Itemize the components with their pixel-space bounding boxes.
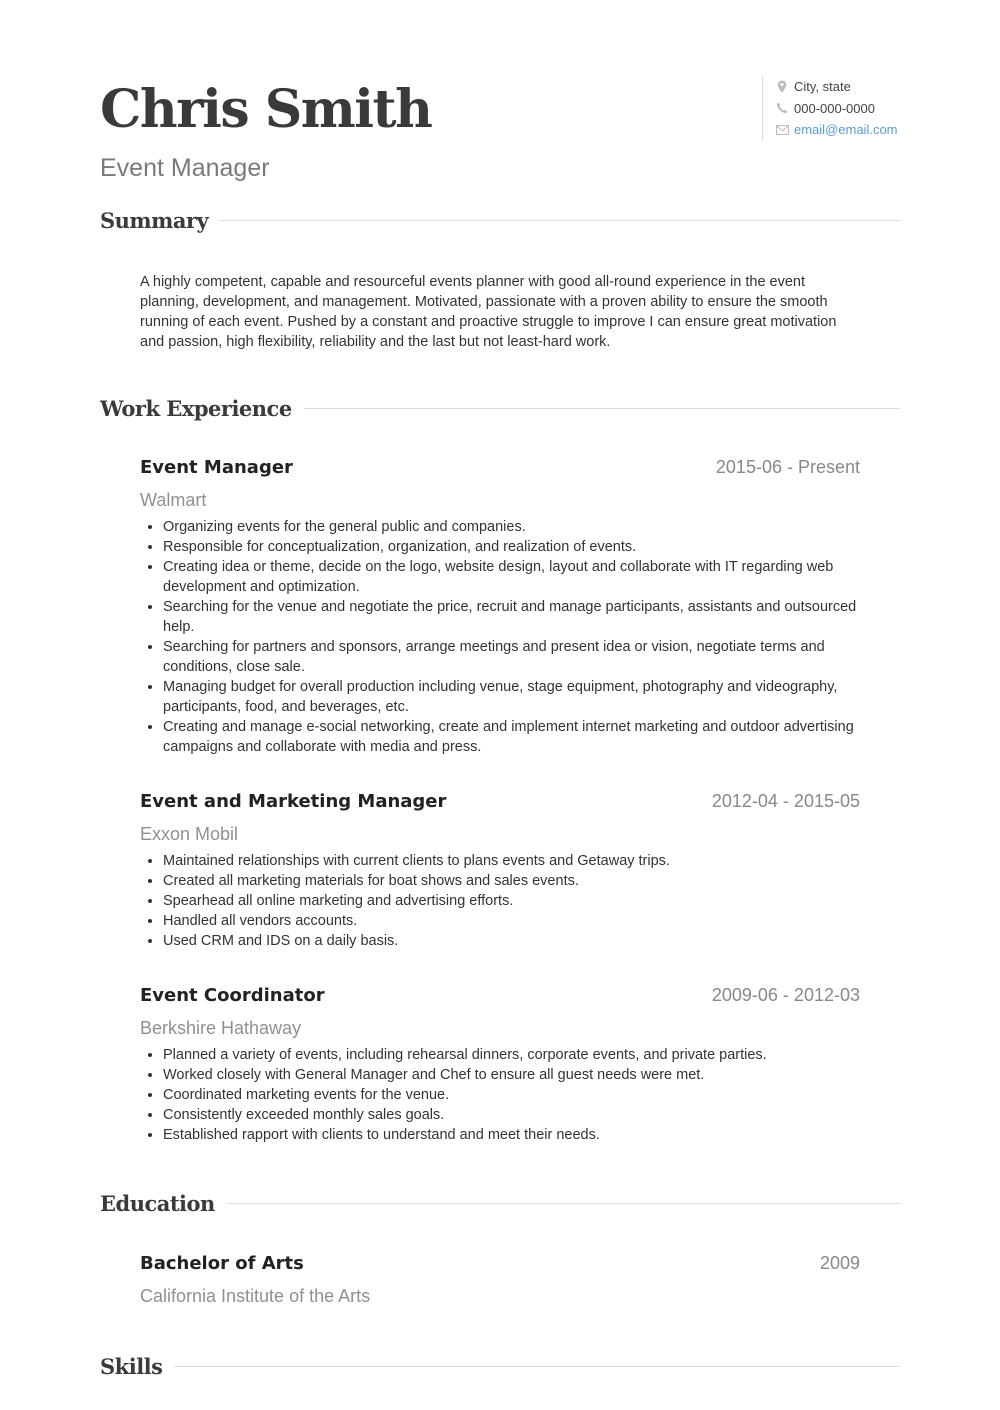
section-divider (174, 1366, 900, 1367)
education-entry (140, 1253, 860, 1310)
candidate-name: Chris Smith (100, 79, 432, 140)
job-bullet: • Worked closely with General Manager and Chef to ensure all guest needs were met. (163, 1065, 860, 1085)
job-bullet: • Creating and manage e-social networking, create and implement internet marketing and outdoor advertising campaigns and collaborate with media and press. (163, 717, 860, 757)
section-skills-heading: Skills (100, 1354, 163, 1379)
summary-text: A highly competent, capable and resourceful events planner with good all-round experience in the event planning, development, and management. Motivated, passionate with a proven ability to ensure the smooth running of each event. Pushed by a constant and proactive struggle to improve I can ensure great motivation and passion, high flexibility, reliability and the last but not least-hard work. (140, 274, 837, 350)
job-company: Berkshire Hathaway (140, 1018, 302, 1038)
job-title: Event Manager (140, 457, 293, 478)
contact-phone (775, 98, 905, 120)
job-dates: 2009-06 - 2012-03 (711, 985, 860, 1005)
job-company: Walmart (140, 490, 207, 510)
job-title: Event Coordinator (140, 985, 325, 1006)
section-work-heading: Work Experience (100, 396, 292, 421)
job-bullet: • Creating idea or theme, decide on the logo, website design, layout and collaborate with IT regarding web development and optimization. (163, 557, 860, 597)
envelope-icon (775, 123, 789, 137)
job-bullet: • Organizing events for the general public and companies. (163, 517, 860, 537)
job-bullet: • Searching for the venue and negotiate the price, recruit and manage participants, assistants and outsourced help. (163, 597, 860, 637)
job-bullet: • Planned a variety of events, including rehearsal dinners, corporate events, and private parties. (163, 1045, 860, 1065)
section-skills (100, 1354, 900, 1379)
contact-email-link[interactable]: email@email.com (794, 122, 898, 138)
job-bullet: • Coordinated marketing events for the venue. (163, 1085, 860, 1105)
job-entry (140, 985, 860, 1145)
job-bullet: • Consistently exceeded monthly sales goals. (163, 1105, 860, 1125)
section-divider (220, 220, 900, 221)
contact-info (762, 76, 905, 141)
job-bullets (140, 1045, 860, 1145)
contact-location-text: City, state (794, 79, 851, 95)
job-entry (140, 457, 860, 757)
section-summary (100, 208, 900, 233)
contact-location (775, 76, 905, 98)
job-bullet: • Established rapport with clients to understand and meet their needs. (163, 1125, 860, 1145)
section-summary-heading: Summary (100, 208, 209, 233)
job-bullet: • Managing budget for overall production including venue, stage equipment, photography and videography, participants, food, and beverages, etc. (163, 677, 860, 717)
location-pin-icon (775, 80, 789, 94)
job-entry (140, 791, 860, 951)
section-divider (304, 408, 900, 409)
job-bullet: • Spearhead all online marketing and advertising efforts. (163, 891, 860, 911)
job-bullets (140, 851, 860, 951)
contact-phone-text: 000-000-0000 (794, 100, 875, 116)
job-dates: 2012-04 - 2015-05 (711, 791, 860, 811)
job-title: Event and Marketing Manager (140, 791, 447, 812)
job-bullet: • Maintained relationships with current clients to plans events and Getaway trips. (163, 851, 860, 871)
education-school: California Institute of the Arts (140, 1286, 371, 1306)
education-degree: Bachelor of Arts (140, 1253, 304, 1274)
section-education-heading: Education (100, 1191, 215, 1216)
section-work-experience (100, 396, 900, 421)
job-bullet: • Used CRM and IDS on a daily basis. (163, 931, 860, 951)
job-bullet: • Created all marketing materials for boat shows and sales events. (163, 871, 860, 891)
job-bullets (140, 517, 860, 757)
job-bullet: • Responsible for conceptualization, organization, and realization of events. (163, 537, 860, 557)
job-dates: 2015-06 - Present (715, 457, 860, 477)
job-bullet: • Handled all vendors accounts. (163, 911, 860, 931)
section-divider (227, 1203, 900, 1204)
contact-email[interactable] (775, 119, 905, 141)
candidate-title: Event Manager (100, 154, 270, 182)
phone-icon (775, 101, 789, 115)
job-bullet: • Searching for partners and sponsors, arrange meetings and present idea or vision, negotiate terms and conditions, close sale. (163, 637, 860, 677)
education-year: 2009 (819, 1253, 860, 1273)
job-company: Exxon Mobil (140, 824, 239, 844)
section-education (100, 1191, 900, 1216)
